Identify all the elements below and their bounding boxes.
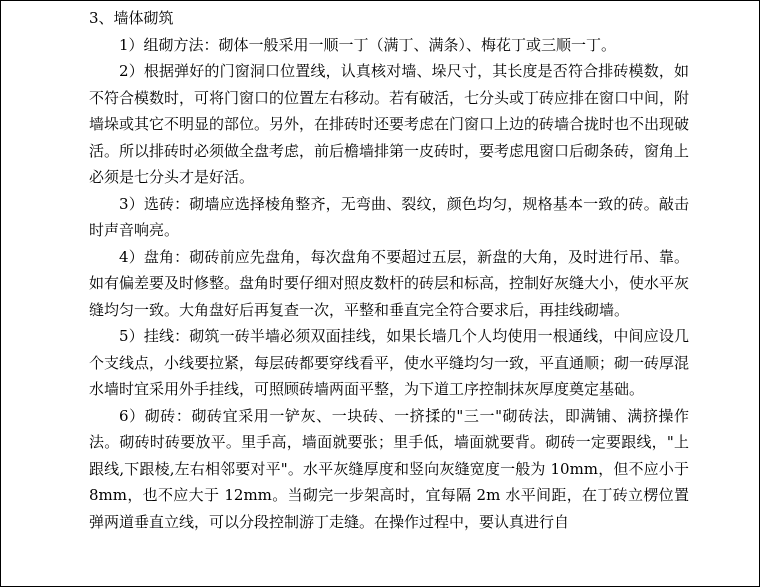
paragraph-brick-laying: 6）砌砖：砌砖宜采用一铲灰、一块砖、一挤揉的"三一"砌砖法，即满铺、满挤操作法。砌砖时砖要放平。里手高，墙面就要张；里手低，墙面就要背。砌砖一定要跟线，"上跟线,下跟棱,左右相邻要对平"。水平灰缝厚度和竖向灰缝宽度一般为 10mm，但不应小于 8mm，也不应大于 12mm。当砌完一步架高时，宜每隔 2m 水平间距，在丁砖立楞位置弹两道垂直立线，可以分段控制游丁走缝。在操作过程中，要认真进行自 bbox=[89, 406, 689, 531]
document-body bbox=[89, 5, 689, 535]
paragraph-corner-building: 4）盘角：砌砖前应先盘角，每次盘角不要超过五层，新盘的大角，及时进行吊、靠。如有偏差要及时修整。盘角时要仔细对照皮数杆的砖层和标高，控制好灰缝大小，使水平灰缝均匀一致。大角盘好后再复查一次，平整和垂直完全符合要求后，再挂线砌墙。 bbox=[89, 247, 690, 319]
paragraph-line-hanging: 5）挂线：砌筑一砖半墙必须双面挂线，如果长墙几个人均使用一根通线，中间应设几个支线点，小线要拉紧，每层砖都要穿线看平，使水平缝均匀一致，平直通顺；砌一砖厚混水墙时宜采用外手挂线，可照顾砖墙两面平整，为下道工序控制抹灰厚度奠定基础。 bbox=[89, 327, 690, 398]
section-heading: 3、墙体砌筑 bbox=[89, 9, 174, 27]
paragraph-brick-layout: 2）根据弹好的门窗洞口位置线，认真核对墙、垛尺寸，其长度是否符合排砖模数，如不符合模数时，可将门窗口的位置左右移动。若有破活，七分头或丁砖应排在窗口中间，附墙垛或其它不明显的部位。另外，在排砖时还要考虑在门窗口上边的砖墙合拢时也不出现破活。所以排砖时必须做全盘考虑，前后檐墙排第一皮砖时，要考虑甩窗口后砌条砖，窗角上必须是七分头才是好活。 bbox=[89, 62, 690, 186]
paragraph-brick-selection: 3）选砖：砌墙应选择棱角整齐，无弯曲、裂纹，颜色均匀，规格基本一致的砖。敲击时声音响亮。 bbox=[89, 194, 689, 239]
paragraph-masonry-method: 1）组砌方法：砌体一般采用一顺一丁（满丁、满条）、梅花丁或三顺一丁。 bbox=[119, 35, 617, 54]
